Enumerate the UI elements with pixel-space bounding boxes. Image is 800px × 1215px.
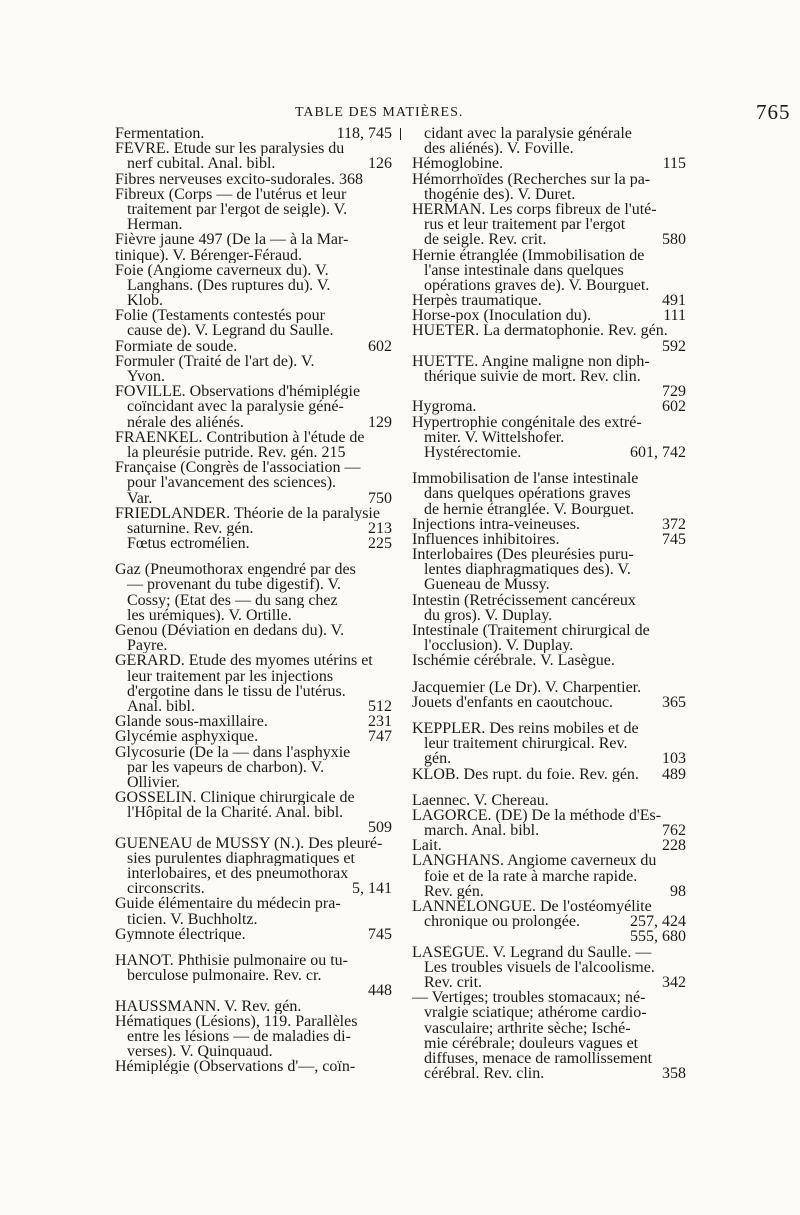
index-line-text: ticien. V. Buchholtz.: [127, 911, 258, 927]
index-line-text: Jacquemier (Le Dr). V. Charpentier.: [412, 679, 642, 695]
index-line-text: rus et leur traitement par l'ergot: [424, 217, 626, 233]
index-line: [115, 866, 392, 881]
index-page-ref: 213: [368, 520, 392, 537]
index-line: [115, 172, 392, 187]
index-line-text: HERMAN. Les corps fibreux de l'uté-: [412, 201, 657, 218]
index-page-ref: 762: [662, 823, 686, 839]
index-line: [115, 475, 392, 490]
index-line-text: Intestinale (Traitement chirurgical de: [412, 623, 650, 639]
index-line-text: cause de). V. Legrand du Saulle.: [127, 323, 334, 339]
index-line: [115, 293, 392, 308]
index-line: [115, 593, 392, 608]
index-line-text: Ollivier.: [127, 774, 180, 791]
index-line: [115, 577, 392, 592]
index-line-text: Laennec. V. Chereau.: [412, 792, 549, 808]
index-line-text: lentes diaphragmatiques des). V.: [424, 562, 631, 578]
index-line-text: circonscrits.: [127, 881, 205, 897]
index-line-text: Hystérectomie.: [424, 444, 522, 461]
index-line: [412, 445, 686, 460]
index-line: [412, 126, 686, 141]
index-line: [412, 547, 686, 562]
index-page-ref: 115: [662, 156, 686, 172]
index-line: [115, 430, 392, 445]
index-line-text: opérations graves de). V. Bourguet.: [424, 277, 650, 294]
index-line-text: gén.: [424, 751, 452, 767]
index-line: [412, 354, 686, 369]
index-line-text: Rev. crit.: [424, 974, 483, 991]
index-line: [115, 521, 392, 536]
index-line: [412, 187, 686, 202]
index-line: [115, 669, 392, 684]
index-line: [115, 790, 392, 805]
index-line: [115, 927, 392, 942]
index-page-ref: 103: [662, 751, 686, 767]
index-line: [115, 760, 392, 775]
index-line: [412, 929, 686, 944]
index-line-text: — provenant du tube digestif). V.: [127, 577, 342, 593]
column-rule: [400, 128, 401, 140]
index-line: [412, 945, 686, 960]
index-line: [115, 729, 392, 744]
index-line-text: Herpès traumatique.: [412, 293, 542, 309]
index-page-ref: 745: [662, 531, 686, 548]
index-line: [115, 187, 392, 202]
index-line: [115, 263, 392, 278]
index-line-text: cérébral. Rev. clin.: [424, 1066, 545, 1082]
index-line-text: vralgie sciatique; athérome cardio-: [424, 1005, 647, 1021]
index-line-text: Herman.: [127, 217, 183, 233]
index-line-text: l'Hôpital de la Charité. Anal. bibl.: [127, 805, 344, 821]
index-line-text: chronique ou prolongée.: [424, 914, 580, 930]
index-line-text: Hernie étranglée (Immobilisation de: [412, 247, 645, 263]
index-line: [412, 751, 686, 766]
index-line-text: Fibres nerveuses excito-sudorales. 368: [115, 171, 363, 187]
index-line: [115, 699, 392, 714]
index-line: [115, 999, 392, 1014]
index-line-text: d'ergotine dans le tissu de l'utérus.: [127, 683, 346, 699]
index-line: [412, 767, 686, 782]
index-line: [412, 1066, 686, 1081]
index-line-text: Française (Congrès de l'association —: [115, 460, 361, 476]
index-line-text: FÈVRE. Etude sur les paralysies du: [115, 141, 345, 157]
index-line-text: Influences inhibitoires.: [412, 531, 560, 548]
index-line: [115, 983, 392, 998]
index-line: [412, 172, 686, 187]
index-line-text: leur traitement chirurgical. Rev.: [424, 736, 628, 752]
index-line-text: dans quelques opérations graves: [424, 486, 631, 502]
index-line-text: Genou (Déviation en dedans du). V.: [115, 623, 345, 639]
index-line-text: Foie (Angiome caverneux du). V.: [115, 262, 329, 278]
index-line: [412, 695, 686, 710]
index-line: [115, 820, 392, 835]
index-line-text: — Vertiges; troubles stomacaux; né-: [412, 990, 646, 1006]
index-page-ref: 509: [368, 820, 392, 836]
index-line: [115, 953, 392, 968]
index-line: [412, 884, 686, 899]
index-line-text: HANOT. Phthisie pulmonaire ou tu-: [115, 952, 349, 969]
index-line: [412, 869, 686, 884]
index-line: [412, 638, 686, 653]
index-line: [412, 308, 686, 323]
index-line: [412, 369, 686, 384]
index-line-text: pour l'avancement des sciences).: [127, 475, 337, 491]
index-line: [115, 638, 392, 653]
index-line: [115, 775, 392, 790]
index-line: [115, 536, 392, 551]
index-page-ref: 580: [662, 232, 686, 248]
index-line: [412, 232, 686, 247]
index-line-text: Injections intra-veineuses.: [412, 516, 580, 532]
index-line-text: de seigle. Rev. crit.: [424, 232, 547, 248]
index-line: [412, 141, 686, 156]
index-line: [412, 339, 686, 354]
index-line: [412, 384, 686, 399]
index-line-text: leur traitement par les injections: [127, 668, 334, 684]
index-line-text: vasculaire; arthrite sèche; Isché-: [424, 1020, 631, 1036]
index-page-ref: 602: [368, 338, 392, 354]
index-line-text: coïncidant avec la paralysie géné-: [127, 399, 344, 415]
index-line: [412, 793, 686, 808]
index-line-text: berculose pulmonaire. Rev. cr.: [127, 968, 322, 984]
index-line-text: Formuler (Traité de l'art de). V.: [115, 353, 315, 369]
index-line: [412, 532, 686, 547]
index-page-ref: 592: [662, 338, 686, 354]
index-line-text: Glycémie asphyxique.: [115, 729, 259, 745]
index-line: [115, 354, 392, 369]
index-page-ref: 601, 742: [630, 444, 686, 461]
index-line: [412, 577, 686, 592]
index-line: [115, 384, 392, 399]
index-line-text: KEPPLER. Des reins mobiles et de: [412, 720, 639, 737]
index-line: [412, 593, 686, 608]
index-line: [412, 623, 686, 638]
index-line-text: cidant avec la paralysie générale: [424, 126, 632, 142]
index-line: [115, 126, 392, 141]
index-line-text: Payre.: [127, 638, 168, 654]
index-line-text: du gros). V. Duplay.: [424, 607, 553, 623]
index-line-text: Var.: [127, 490, 153, 506]
index-line: [412, 975, 686, 990]
index-page-ref: 555, 680: [630, 929, 686, 945]
index-line: [412, 960, 686, 975]
index-line: [412, 323, 686, 338]
index-column-left: [115, 126, 392, 1074]
index-line: [412, 1036, 686, 1051]
index-line-text: Fermentation.: [115, 126, 205, 142]
index-line: [115, 445, 392, 460]
index-line: [412, 914, 686, 929]
index-line-text: Hémiplégie (Observations d'—, coïn-: [115, 1059, 356, 1075]
index-line: [115, 653, 392, 668]
index-line-text: Gueneau de Mussy.: [424, 577, 550, 593]
index-line: [412, 808, 686, 823]
index-page-ref: 111: [663, 308, 686, 324]
page-number: 765: [756, 100, 791, 124]
index-line-text: Glande sous-maxillaire.: [115, 714, 268, 730]
index-line: [115, 369, 392, 384]
index-line-text: interlobaires, et des pneumothorax: [127, 866, 349, 882]
index-line: [412, 899, 686, 914]
index-line: [115, 623, 392, 638]
index-line-text: HAUSSMANN. V. Rev. gén.: [115, 998, 302, 1014]
index-page-ref: 602: [662, 399, 686, 415]
index-line: [412, 680, 686, 695]
index-page-ref: 118, 745: [336, 126, 392, 142]
index-page-ref: 372: [662, 516, 686, 532]
index-page-ref: 448: [368, 983, 392, 999]
index-line: [115, 308, 392, 323]
index-line-text: FRAENKEL. Contribution à l'étude de: [115, 429, 365, 445]
index-line: [412, 990, 686, 1005]
index-line-text: LANGHANS. Angiome caverneux du: [412, 853, 657, 869]
index-line-text: Guide élémentaire du médecin pra-: [115, 896, 341, 912]
index-line-text: GUENEAU de MUSSY (N.). Des pleuré-: [115, 835, 383, 851]
index-line: [115, 562, 392, 577]
index-line-text: Ischémie cérébrale. V. Lasègue.: [412, 653, 615, 669]
index-line: [115, 202, 392, 217]
index-line-text: entre les lésions — de maladies di-: [127, 1028, 351, 1045]
index-line: [412, 721, 686, 736]
index-page-ref: 729: [662, 384, 686, 400]
index-line: [115, 896, 392, 911]
index-line-text: Hématiques (Lésions), 119. Parallèles: [115, 1013, 358, 1029]
index-line: [115, 339, 392, 354]
index-line: [412, 608, 686, 623]
index-line: [115, 684, 392, 699]
index-line-text: GÉRARD. Etude des myomes utérins et: [115, 653, 373, 669]
index-page-ref: 747: [368, 729, 392, 745]
index-line: [115, 968, 392, 983]
index-line: [115, 912, 392, 927]
index-line-text: nérale des aliénés.: [127, 414, 244, 430]
index-page-ref: 98: [670, 883, 686, 899]
index-page-ref: 126: [368, 156, 392, 172]
index-line: [412, 853, 686, 868]
index-line: [115, 323, 392, 338]
index-line: [115, 278, 392, 293]
index-line-text: Folie (Testaments contestés pour: [115, 308, 325, 324]
index-line: [412, 293, 686, 308]
index-line: [115, 805, 392, 820]
index-line-text: diffuses, menace de ramollissement: [424, 1050, 653, 1067]
index-line-text: Gymnote électrique.: [115, 926, 246, 942]
index-line-text: Cossy; (Etat des — du sang chez: [127, 592, 338, 608]
index-page-ref: 358: [662, 1066, 686, 1082]
index-line: [115, 836, 392, 851]
index-line: [115, 232, 392, 247]
index-line: [115, 217, 392, 232]
index-line-text: Anal. bibl.: [127, 698, 195, 715]
index-line-text: GOSSELIN. Clinique chirurgicale de: [115, 790, 355, 806]
index-line-text: Horse-pox (Inoculation du).: [412, 308, 592, 324]
index-line: [412, 278, 686, 293]
index-page-ref: 342: [662, 974, 686, 991]
index-line: [115, 1044, 392, 1059]
index-line: [115, 460, 392, 475]
index-line: [115, 415, 392, 430]
index-line-text: LAGORCE. (DE) De la méthode d'Es-: [412, 807, 662, 824]
index-line: [412, 263, 686, 278]
index-line-text: saturnine. Rev. gén.: [127, 520, 254, 537]
index-line-text: march. Anal. bibl.: [424, 823, 540, 839]
index-line: [115, 1029, 392, 1044]
index-line-text: Langhans. (Des ruptures du). V.: [127, 277, 331, 294]
index-line: [412, 517, 686, 532]
index-line-text: thérique suivie de mort. Rev. clin.: [424, 369, 641, 385]
index-line-text: Hémorrhoïdes (Recherches sur la pa-: [412, 171, 651, 187]
index-page-ref: 512: [368, 698, 392, 715]
index-line: [115, 141, 392, 156]
index-line-text: Hypertrophie congénitale des extré-: [412, 414, 642, 430]
index-line-text: Immobilisation de l'anse intestinale: [412, 471, 639, 487]
index-line-text: par les vapeurs de charbon). V.: [127, 759, 325, 775]
index-line: [115, 745, 392, 760]
index-page-ref: 225: [368, 536, 392, 552]
index-line-text: Fœtus ectromélien.: [127, 536, 250, 552]
index-line-text: sies purulentes diaphragmatiques et: [127, 850, 355, 866]
index-line-text: nerf cubital. Anal. bibl.: [127, 156, 276, 172]
index-page-ref: 745: [368, 926, 392, 942]
index-line: [115, 881, 392, 896]
index-line-text: HUETER. La dermatophonie. Rev. gén.: [412, 323, 668, 339]
index-line: [412, 823, 686, 838]
index-line: [115, 248, 392, 263]
index-line-text: Hémoglobine.: [412, 156, 504, 172]
index-page-ref: 365: [662, 694, 686, 710]
index-line: [412, 430, 686, 445]
index-page-ref: 750: [368, 490, 392, 506]
index-line: [412, 202, 686, 217]
index-line: [412, 653, 686, 668]
index-line: [412, 1005, 686, 1020]
index-line-text: verses). V. Quinquaud.: [127, 1044, 273, 1060]
index-line-text: LASÈGUE. V. Legrand du Saulle. —: [412, 944, 652, 960]
index-line: [412, 1021, 686, 1036]
index-line-text: Fièvre jaune 497 (De la — à la Mar-: [115, 232, 349, 248]
index-line: [412, 156, 686, 171]
index-line: [412, 415, 686, 430]
index-line-text: Intestin (Retrécissement cancéreux: [412, 592, 636, 608]
index-page-ref: 129: [368, 414, 392, 430]
index-line: [115, 491, 392, 506]
index-line-text: Lait.: [412, 838, 442, 854]
index-line-text: Yvon.: [127, 369, 165, 385]
index-line-text: tinique). V. Bérenger-Féraud.: [115, 247, 303, 263]
index-line: [412, 399, 686, 414]
index-line-text: HUETTE. Angine maligne non diph-: [412, 353, 650, 369]
index-line-text: FRIEDLANDER. Théorie de la paralysie: [115, 505, 380, 521]
index-page-ref: 491: [662, 293, 686, 309]
index-line-text: miter. V. Wittelshofer.: [424, 429, 565, 445]
index-line: [412, 838, 686, 853]
index-line: [412, 502, 686, 517]
index-line-text: Interlobaires (Des pleurésies puru-: [412, 547, 634, 563]
index-line-text: FOVILLE. Observations d'hémiplégie: [115, 384, 361, 400]
index-line: [412, 248, 686, 263]
index-line-text: Glycosurie (De la — dans l'asphyxie: [115, 744, 351, 760]
index-line-text: KLOB. Des rupt. du foie. Rev. gén.: [412, 766, 639, 782]
index-line-text: Hygroma.: [412, 399, 477, 415]
index-page-ref: 5, 141: [352, 881, 392, 897]
index-line: [412, 736, 686, 751]
index-page-ref: 231: [368, 714, 392, 730]
index-line: [115, 399, 392, 414]
index-line-text: l'occlusion). V. Duplay.: [424, 638, 574, 654]
index-line-text: Jouets d'enfants en caoutchouc.: [412, 694, 614, 710]
index-line-text: LANNELONGUE. De l'ostéomyélite: [412, 899, 652, 915]
index-line-text: Les troubles visuels de l'alcoolisme.: [424, 959, 655, 975]
index-line: [412, 1051, 686, 1066]
index-page-ref: 489: [662, 766, 686, 782]
index-line: [115, 714, 392, 729]
index-line: [115, 156, 392, 171]
index-line-text: l'anse intestinale dans quelques: [424, 262, 624, 278]
index-line: [412, 217, 686, 232]
index-line-text: traitement par l'ergot de seigle). V.: [127, 201, 348, 218]
index-line: [412, 562, 686, 577]
index-line-text: Formiate de soude.: [115, 338, 238, 354]
index-page-ref: 228: [662, 838, 686, 854]
running-title: TABLE DES MATIÈRES.: [295, 105, 464, 120]
index-line-text: Rev. gén.: [424, 883, 484, 899]
index-line: [115, 506, 392, 521]
index-line-text: foie et de la rate à marche rapide.: [424, 868, 638, 884]
index-line-text: des aliénés). V. Foville.: [424, 141, 574, 157]
index-page-ref: 257, 424: [630, 914, 686, 930]
index-line: [115, 851, 392, 866]
index-line: [115, 1014, 392, 1029]
index-line-text: Gaz (Pneumothorax engendré par des: [115, 562, 356, 578]
index-line-text: les urémiques). V. Ortille.: [127, 607, 292, 623]
index-line: [412, 471, 686, 486]
index-line-text: mie cérébrale; douleurs vagues et: [424, 1035, 639, 1051]
index-line-text: la pleurésie putride. Rev. gén. 215: [127, 444, 346, 461]
index-line: [412, 486, 686, 501]
index-line: [115, 1059, 392, 1074]
index-line-text: Fibreux (Corps — de l'utérus et leur: [115, 186, 347, 202]
index-line-text: Klob.: [127, 293, 163, 309]
index-line-text: thogénie des). V. Duret.: [424, 186, 576, 202]
index-column-right: [412, 126, 686, 1081]
index-line: [115, 608, 392, 623]
index-line-text: de hernie étranglée. V. Bourguet.: [424, 501, 635, 517]
